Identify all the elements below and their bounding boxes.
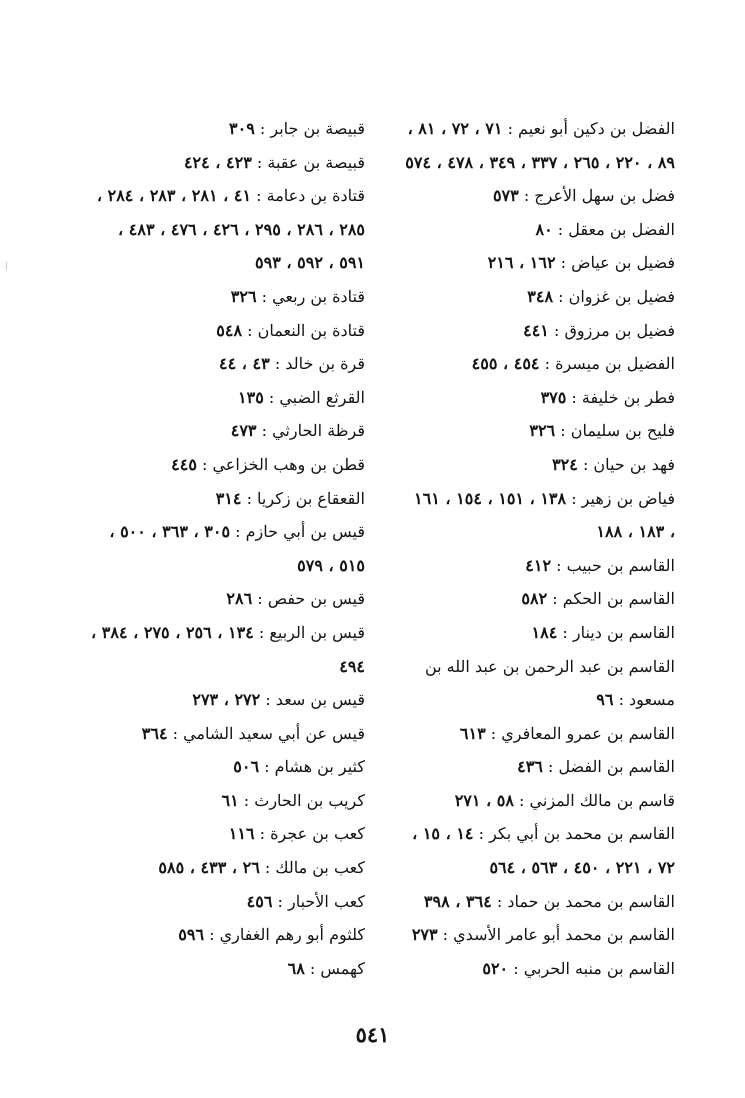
index-entry: الفضيل بن ميسرة : ٤٥٤ ، ٤٥٥ [471, 354, 675, 374]
entry-name: الفضل بن دكين أبو نعيم [518, 119, 675, 138]
entry-name: القعقاع بن زكريا [257, 488, 365, 508]
index-entry: القاسم بن الحكم : ٥٨٢ [521, 589, 675, 609]
entry-name: القاسم بن محمد أبو عامر الأسدي [453, 925, 675, 945]
index-entry: فليح بن سليمان : ٣٢٦ [529, 421, 675, 441]
index-entry: قطن بن وهب الخزاعي : ٤٤٥ [171, 454, 365, 474]
index-column-right [405, 112, 675, 985]
index-entry: القاسم بن عمرو المعافري : ٦١٣ [459, 723, 675, 743]
entry-pages: ٥٩٦ [178, 925, 205, 945]
entry-name: فضيل بن غزوان [568, 286, 675, 306]
entry-name: القاسم بن حبيب [566, 555, 675, 575]
entry-name: قرة بن خالد [285, 354, 365, 374]
entry-pages: ٢٦ ، ٤٣٣ ، ٥٨٥ [158, 858, 260, 878]
index-entry: قيس بن حفص : ٢٨٦ [226, 589, 365, 609]
index-entry: القاسم بن حبيب : ٤١٢ [525, 555, 675, 575]
entry-pages: ٣٢٦ [230, 286, 257, 306]
entry-name: القاسم بن عمرو المعافري [501, 723, 675, 743]
index-entry: قتادة بن ربعي : ٣٢٦ [230, 286, 365, 306]
entry-name: قبيصة بن عقبة [267, 152, 365, 172]
entry-name: قطن بن وهب الخزاعي [212, 454, 365, 474]
index-entry: كثير بن هشام : ٥٠٦ [233, 757, 365, 777]
entry-name: قاسم بن مالك المزني [529, 790, 675, 810]
entry-name: قيس بن أبي حازم [245, 522, 365, 542]
index-entry: قيس بن الربيع : ١٣٤ ، ٢٥٦ ، ٢٧٥ ، ٣٨٤ ، ٤٩٤ [91, 622, 365, 676]
index-entry: القاسم بن دينار : ١٨٤ [531, 622, 675, 642]
entry-pages: ٤٥٤ ، ٤٥٥ [471, 354, 540, 374]
entry-name: كلثوم أبو رهم الغفاري [219, 925, 365, 945]
entry-name: قتادة بن ربعي [272, 286, 365, 306]
entry-name: القاسم بن محمد بن حماد [507, 891, 675, 911]
entry-pages: ٤٧٣ [230, 421, 257, 441]
index-entry: كعب بن عجرة : ١١٦ [228, 824, 365, 844]
entry-pages: ٦٨ [287, 958, 305, 978]
index-entry: كريب بن الحارث : ٦١ [221, 790, 365, 810]
entry-pages: ٦١ [221, 790, 239, 810]
index-entry: كهمس : ٦٨ [287, 958, 365, 978]
page-edge-mark [6, 262, 10, 270]
entry-name: كعب بن مالك [275, 858, 365, 878]
entry-pages: ١٣٨ ، ١٥١ ، ١٥٤ ، ١٦١ ، ١٨٣ ، ١٨٨ [414, 488, 675, 542]
index-column-left [90, 112, 365, 985]
entry-pages: ٢٨٦ [226, 589, 253, 609]
entry-pages: ٤١ ، ٢٨١ ، ٢٨٣ ، ٢٨٤ ، ٢٨٥ ، ٢٨٦ ، ٢٩٥ ، ٤٢٦ ، ٤٧٦ ، ٤٨٣ ، ٥٩١ ، ٥٩٢ ، ٥٩٣ [96, 186, 365, 273]
entry-pages: ٣٦٤ [141, 723, 168, 743]
entry-pages: ٩٦ [596, 690, 614, 710]
entry-name: كريب بن الحارث [254, 790, 365, 810]
entry-name: قيس بن الربيع [269, 622, 365, 642]
entry-pages: ٥٨ ، ٢٧١ [454, 790, 514, 810]
index-entry: القاسم بن منبه الحربي : ٥٢٠ [482, 958, 675, 978]
index-entry: الفضل بن معقل : ٨٠ [535, 219, 675, 239]
index-entry: فهد بن حيان : ٣٢٤ [552, 454, 675, 474]
entry-pages: ٥٤٨ [216, 320, 243, 340]
entry-pages: ٣٠٥ ، ٣٦٣ ، ٥٠٠ ، ٥١٥ ، ٥٧٩ [109, 522, 365, 575]
index-entry: قتادة بن دعامة : ٤١ ، ٢٨١ ، ٢٨٣ ، ٢٨٤ ، ٢٨٥ ، ٢٨٦ ، ٢٩٥ ، ٤٢٦ ، ٤٧٦ ، ٤٨٣ ، ٥٩١ ، ٥٩٢ ، ٥٩٣ [96, 186, 365, 273]
page-number: ٥٤١ [355, 1022, 390, 1047]
entry-pages: ٣٠٩ [229, 119, 255, 138]
entry-pages: ٤٥٦ [246, 891, 273, 911]
entry-name: قيس عن أبي سعيد الشامي [183, 723, 365, 743]
entry-name: فطر بن خليفة [581, 387, 675, 407]
entry-name: القاسم بن محمد بن أبي بكر [489, 824, 675, 844]
entry-name: القاسم بن دينار [572, 622, 675, 642]
entry-name: قيس بن سعد [275, 690, 365, 710]
entry-pages: ٣٧٥ [540, 387, 567, 407]
entry-pages: ٣٢٦ [529, 421, 556, 441]
entry-name: قرظة الحارثي [272, 421, 365, 441]
entry-name: فضيل بن مرزوق [564, 320, 675, 340]
entry-name: كعب بن عجرة [270, 824, 365, 844]
index-entry: قيس عن أبي سعيد الشامي : ٣٦٤ [141, 723, 365, 743]
index-entry: القعقاع بن زكريا : ٣١٤ [215, 488, 365, 508]
entry-pages: ٥٧٣ [492, 186, 519, 206]
index-entry: القاسم بن الفضل : ٤٣٦ [517, 757, 675, 777]
entry-name: القاسم بن الفضل [558, 757, 675, 777]
index-entry: فضيل بن مرزوق : ٤٤١ [523, 320, 675, 340]
entry-pages: ٤٤٥ [171, 454, 197, 474]
entry-name: الفضل بن معقل [568, 219, 675, 239]
index-entry: قرظة الحارثي : ٤٧٣ [230, 421, 365, 441]
entry-pages: ٣١٤ [215, 488, 242, 508]
entry-pages: ١١٦ [228, 824, 255, 844]
entry-name: كعب الأحبار [287, 891, 365, 911]
entry-pages: ٢٧٣ [411, 925, 438, 945]
entry-pages: ٥٢٠ [482, 958, 509, 978]
entry-pages: ٤١٢ [525, 555, 552, 575]
entry-pages: ٣٦٤ ، ٣٩٨ [423, 891, 492, 911]
index-entry: الفضل بن دكين أبو نعيم : ٧١ ، ٧٢ ، ٨١ ، ٨٩ ، ٢٢٠ ، ٢٦٥ ، ٣٣٧ ، ٣٤٩ ، ٤٧٨ ، ٥٧٤ [405, 119, 675, 172]
index-entry: فياض بن زهير : ١٣٨ ، ١٥١ ، ١٥٤ ، ١٦١ ، ١٨٣ ، ١٨٨ [414, 488, 675, 542]
index-entry: فضيل بن غزوان : ٣٤٨ [527, 286, 675, 306]
index-entry: قبيصة بن جابر : ٣٠٩ [229, 119, 365, 138]
entry-pages: ٥٨٢ [521, 589, 548, 609]
entry-pages: ٧١ ، ٧٢ ، ٨١ ، ٨٩ ، ٢٢٠ ، ٢٦٥ ، ٣٣٧ ، ٣٤٩ ، ٤٧٨ ، ٥٧٤ [405, 119, 675, 172]
entry-name: فليح بن سليمان [570, 421, 675, 441]
entry-pages: ٣٢٤ [552, 454, 578, 474]
index-entry: فضيل بن عياض : ١٦٢ ، ٢١٦ [487, 253, 675, 273]
entry-pages: ٤٣٦ [517, 757, 543, 777]
entry-pages: ٢٧٢ ، ٢٧٣ [192, 690, 261, 710]
entry-name: كهمس [320, 958, 365, 978]
entry-pages: ٥٠٦ [233, 757, 260, 777]
entry-name: فضل بن سهل الأعرج [534, 186, 675, 206]
index-entry: كعب بن مالك : ٢٦ ، ٤٣٣ ، ٥٨٥ [158, 858, 365, 878]
index-entry: القاسم بن محمد بن حماد : ٣٦٤ ، ٣٩٨ [423, 891, 675, 911]
index-entry: القرثع الضبي : ١٣٥ [238, 387, 365, 407]
index-entry: فضل بن سهل الأعرج : ٥٧٣ [492, 186, 675, 206]
entry-pages: ٣٤٨ [527, 286, 554, 306]
index-entry: قتادة بن النعمان : ٥٤٨ [216, 320, 365, 340]
index-entry: كعب الأحبار : ٤٥٦ [246, 891, 365, 911]
entry-name: كثير بن هشام [274, 757, 365, 777]
entry-pages: ٤٢٣ ، ٤٢٤ [183, 152, 252, 172]
entry-name: القاسم بن عبد الرحمن بن عبد الله بن مسعود [424, 656, 675, 710]
entry-pages: ٨٠ [535, 219, 553, 239]
entry-pages: ٦١٣ [459, 723, 486, 743]
entry-pages: ٤٣ ، ٤٤ [219, 354, 270, 374]
entry-name: الفضيل بن ميسرة [555, 354, 675, 374]
entry-name: القاسم بن الحكم [562, 589, 675, 609]
index-entry: قبيصة بن عقبة : ٤٢٣ ، ٤٢٤ [183, 152, 365, 172]
index-entry: القاسم بن محمد أبو عامر الأسدي : ٢٧٣ [411, 925, 675, 945]
entry-pages: ١٤ ، ١٥ ، ٧٢ ، ٢٢١ ، ٤٥٠ ، ٥٦٣ ، ٥٦٤ [412, 824, 675, 878]
entry-name: قيس بن حفص [267, 589, 365, 609]
index-entry: كلثوم أبو رهم الغفاري : ٥٩٦ [178, 925, 365, 945]
index-entry: قيس بن سعد : ٢٧٢ ، ٢٧٣ [192, 690, 365, 710]
entry-name: فضيل بن عياض [571, 253, 675, 273]
entry-pages: ١٦٢ ، ٢١٦ [487, 253, 556, 273]
entry-pages: ١٣٥ [238, 387, 264, 407]
entry-name: قبيصة بن جابر [270, 119, 365, 138]
entry-name: قتادة بن دعامة [266, 186, 365, 206]
index-entry: قيس بن أبي حازم : ٣٠٥ ، ٣٦٣ ، ٥٠٠ ، ٥١٥ ، ٥٧٩ [109, 522, 365, 575]
entry-name: قتادة بن النعمان [257, 320, 365, 340]
index-entry: فطر بن خليفة : ٣٧٥ [540, 387, 675, 407]
entry-pages: ٤٤١ [523, 320, 549, 340]
entry-name: القاسم بن منبه الحربي [523, 958, 675, 978]
entry-name: فياض بن زهير [581, 488, 675, 508]
index-entry: القاسم بن عبد الرحمن بن عبد الله بن مسعود : ٩٦ [424, 656, 675, 710]
index-entry: قاسم بن مالك المزني : ٥٨ ، ٢٧١ [454, 790, 675, 810]
entry-name: فهد بن حيان [593, 454, 675, 474]
index-entry: القاسم بن محمد بن أبي بكر : ١٤ ، ١٥ ، ٧٢ ، ٢٢١ ، ٤٥٠ ، ٥٦٣ ، ٥٦٤ [412, 824, 675, 878]
entry-name: القرثع الضبي [279, 387, 365, 407]
entry-pages: ١٨٤ [531, 622, 558, 642]
index-entry: قرة بن خالد : ٤٣ ، ٤٤ [219, 354, 365, 374]
entry-pages: ١٣٤ ، ٢٥٦ ، ٢٧٥ ، ٣٨٤ ، ٤٩٤ [91, 622, 365, 676]
